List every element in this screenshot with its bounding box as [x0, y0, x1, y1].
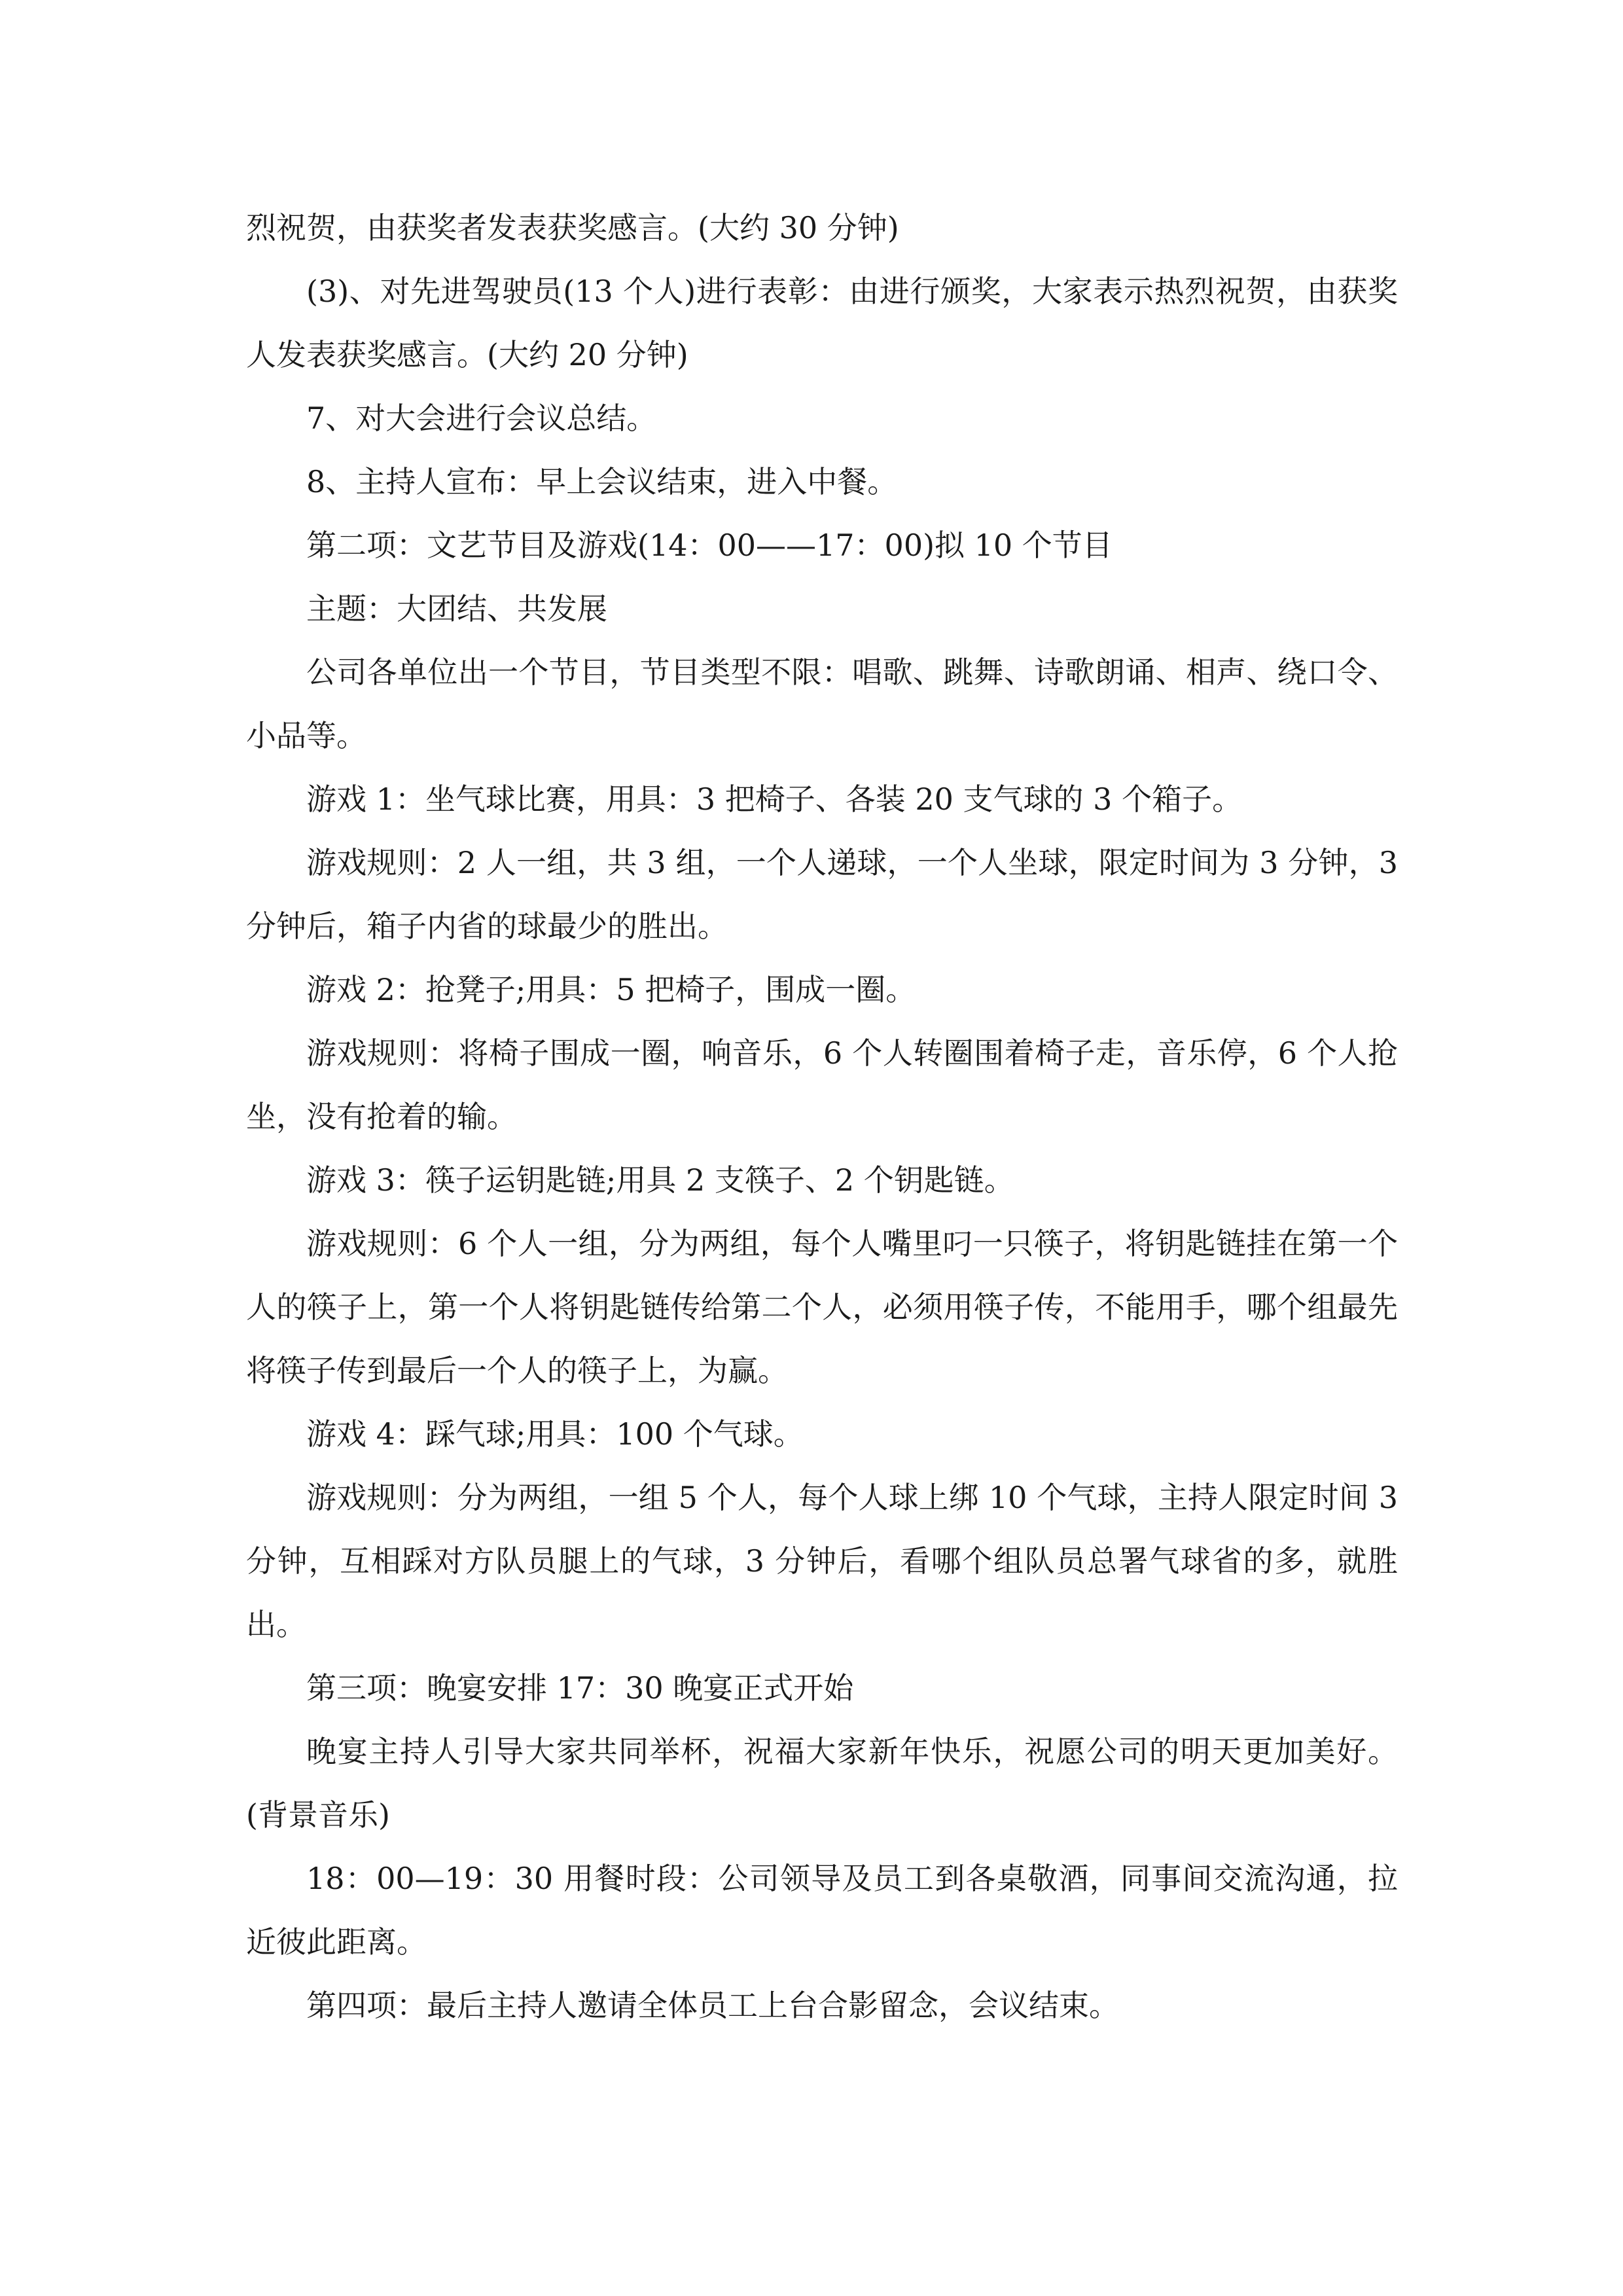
paragraph-game-4-rules: 游戏规则：分为两组，一组 5 个人，每个人球上绑 10 个气球，主持人限定时间 3 分钟，互相踩对方队员腿上的气球，3 分钟后，看哪个组队员总署气球省的多，就胜出。 — [246, 1480, 1398, 1642]
section-heading-group-photo: 第四项：最后主持人邀请全体员工上台合影留念，会议结束。 — [306, 1988, 1119, 2023]
paragraph-game-2-rules: 游戏规则：将椅子围成一圈，响音乐，6 个人转圈围着椅子走，音乐停，6 个人抢坐，没有抢着的输。 — [246, 1035, 1398, 1134]
paragraph-morning-end: 8、主持人宣布：早上会议结束，进入中餐。 — [306, 464, 898, 499]
document-page — [246, 196, 1398, 2037]
section-heading-performances: 第二项：文艺节目及游戏(14：00——17：00)拟 10 个节目 — [306, 528, 1113, 563]
paragraph-game-1-rules: 游戏规则：2 人一组，共 3 组，一个人递球，一个人坐球，限定时间为 3 分钟，3 分钟后，箱子内省的球最少的胜出。 — [246, 845, 1398, 944]
section-heading-banquet: 第三项：晚宴安排 17：30 晚宴正式开始 — [306, 1670, 854, 1706]
paragraph-theme: 主题：大团结、共发展 — [306, 591, 607, 626]
paragraph-game-3-rules: 游戏规则：6 个人一组，分为两组，每个人嘴里叼一只筷子，将钥匙链挂在第一个人的筷子上，第一个人将钥匙链传给第二个人，必须用筷子传，不能用手，哪个组最先将筷子传到最后一个人的筷子上，为赢。 — [246, 1226, 1398, 1388]
paragraph-game-2: 游戏 2：抢凳子;用具：5 把椅子，围成一圈。 — [306, 972, 916, 1007]
paragraph-award-continuation: 烈祝贺，由获奖者发表获奖感言。(大约 30 分钟) — [246, 210, 899, 245]
paragraph-meeting-summary: 7、对大会进行会议总结。 — [306, 401, 657, 436]
paragraph-program-types: 公司各单位出一个节目，节目类型不限：唱歌、跳舞、诗歌朗诵、相声、绕口令、小品等。 — [246, 655, 1398, 753]
paragraph-game-1: 游戏 1：坐气球比赛，用具：3 把椅子、各装 20 支气球的 3 个箱子。 — [306, 781, 1243, 817]
paragraph-driver-commendation: (3)、对先进驾驶员(13 个人)进行表彰：由进行颁奖，大家表示热烈祝贺，由获奖人发表获奖感言。(大约 20 分钟) — [246, 274, 1398, 372]
paragraph-game-4: 游戏 4：踩气球;用具：100 个气球。 — [306, 1416, 804, 1452]
paragraph-banquet-toast: 晚宴主持人引导大家共同举杯，祝福大家新年快乐，祝愿公司的明天更加美好。(背景音乐) — [246, 1734, 1398, 1833]
paragraph-dining-period: 18：00—19：30 用餐时段：公司领导及员工到各桌敬酒，同事间交流沟通，拉近彼此距离。 — [246, 1861, 1398, 1960]
paragraph-game-3: 游戏 3：筷子运钥匙链;用具 2 支筷子、2 个钥匙链。 — [306, 1162, 1014, 1198]
